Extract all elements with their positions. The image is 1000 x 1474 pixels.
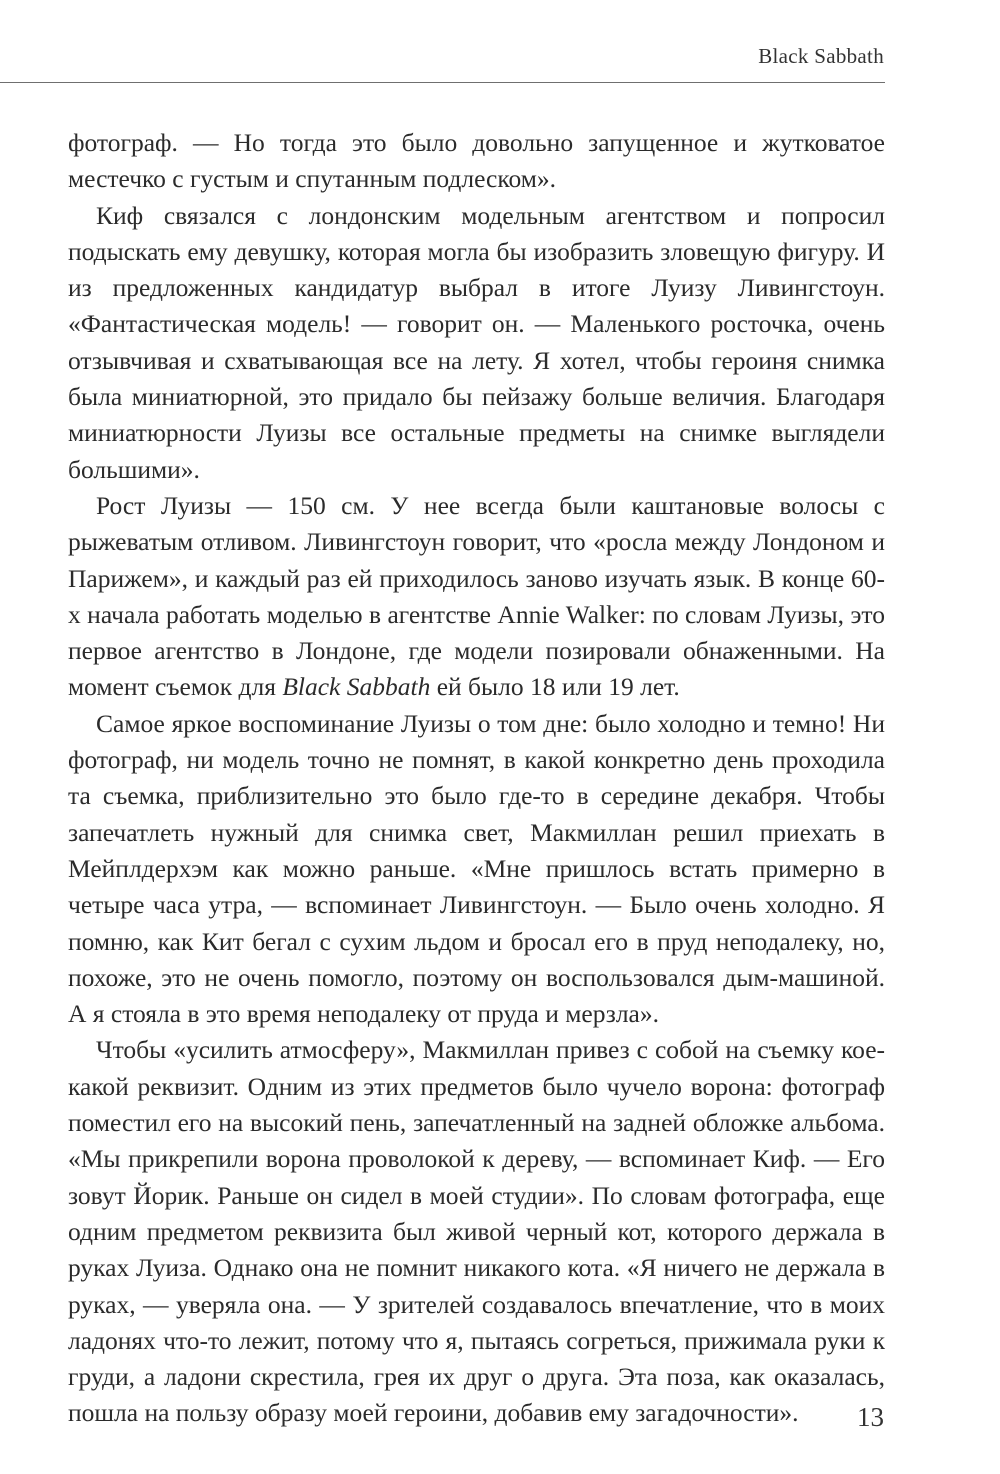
body-text (68, 125, 885, 1432)
header-rule (0, 82, 885, 83)
running-head: Black Sabbath (758, 44, 884, 68)
paragraph-5: Чтобы «усилить атмосферу», Макмиллан привез с собой на съемку кое-какой реквизит. Одним из этих предметов было чучело ворона: фотограф поместил его на высокий пень, запечатленный на задней обложке альбома. «Мы прикрепили ворона проволокой к дереву, — вспоминает Киф. — Его зовут Йорик. Раньше он сидел в моей студии». По словам фотографа, еще одним предметом реквизита был живой черный кот, которого держала в руках Луиза. Однако она не помнит никакого кота. «Я ничего не держала в руках, — уверяла она. — У зрителей создавалось впечатление, что в моих ладонях что-то лежит, потому что я, пытаясь согреться, прижимала руки к груди, а ладони скрестила, грея их друг о друга. Эта поза, как оказалась, пошла на пользу образу моей героини, добавив ему загадочности». (68, 1035, 885, 1428)
paragraph-3-text-after: ей было 18 или 19 лет. (430, 672, 680, 702)
paragraph-1: фотограф. — Но тогда это было довольно запущенное и жутковатое местечко с густым и спутанным подлеском». (68, 128, 885, 194)
paragraph-2: Киф связался с лондонским модельным агентством и попросил подыскать ему девушку, которая могла бы изобразить зловещую фигуру. И из предложенных кандидатур выбрал в итоге Луизу Ливингстоун. «Фантастическая модель! — говорит он. — Маленького росточка, очень отзывчивая и схватывающая все на лету. Я хотел, чтобы героиня снимка была миниатюрной, это придало бы пейзажу больше величия. Благодаря миниатюрности Луизы все остальные предметы на снимке выглядели большими». (68, 200, 885, 484)
page-number: 13 (857, 1402, 884, 1432)
album-title-emphasis: Black Sabbath (282, 672, 431, 702)
paragraph-3-text-before: Рост Луизы — 150 см. У нее всегда были каштановые волосы с рыжеватым отливом. Ливингстоун говорит, что «росла между Лондоном и Парижем», и каждый раз ей приходилось заново изучать язык. В конце 60-х начала работать моделью в агентстве Annie Walker: по словам Луизы, это первое агентство в Лондоне, где модели позировали обнаженными. На момент съемок для (68, 490, 885, 702)
paragraph-3 (68, 488, 885, 706)
paragraph-4: Самое яркое воспоминание Луизы о том дне: было холодно и темно! Ни фотограф, ни модель точно не помнят, в какой конкретно день проходила та съемка, приблизительно это было где-то в середине декабря. Чтобы запечатлеть нужный для снимка свет, Макмиллан решил приехать в Мейплдерхэм как можно раньше. «Мне пришлось встать примерно в четыре часа утра, — вспоминает Ливингстоун. — Было очень холодно. Я помню, как Кит бегал с сухим льдом и бросал его в пруд неподалеку, но, похоже, это не очень помогло, поэтому он воспользовался дым-машиной. А я стояла в это время неподалеку от пруда и мерзла». (68, 708, 885, 1029)
